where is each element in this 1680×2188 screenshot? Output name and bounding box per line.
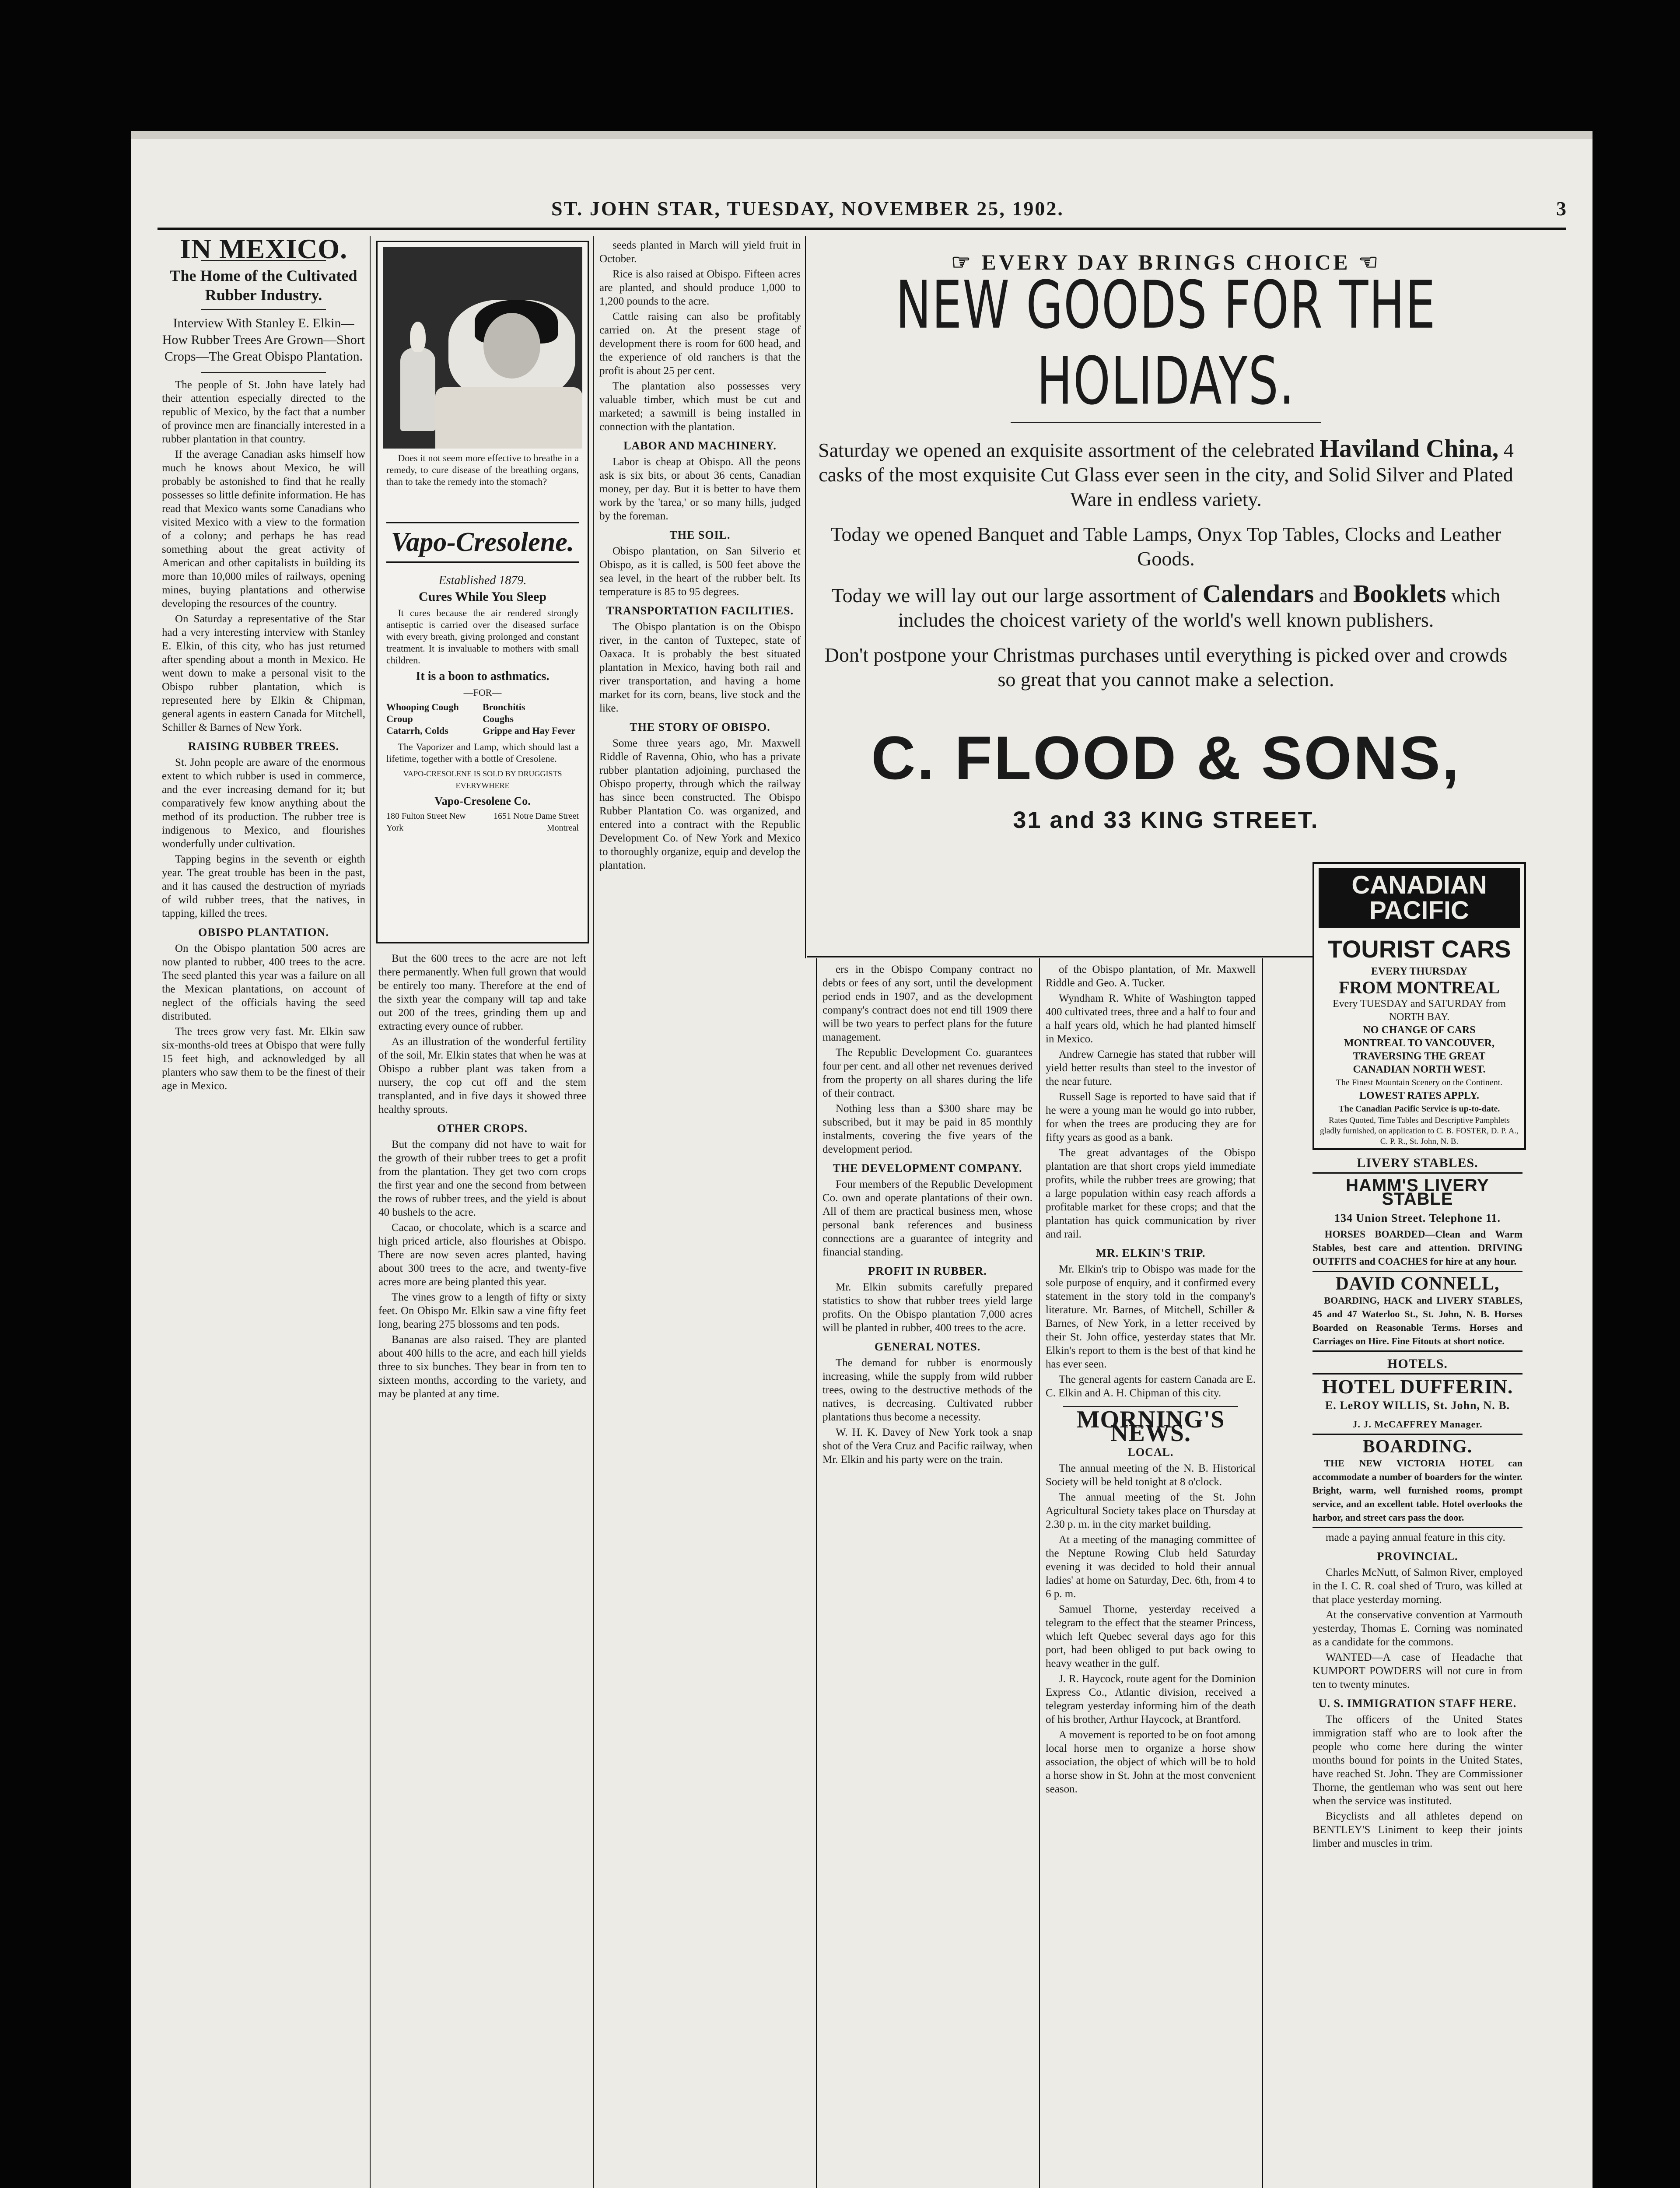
section-heading: THE SOIL. (669, 529, 731, 541)
ad-line: EVERY THURSDAY (1371, 966, 1468, 977)
paragraph: A movement is reported to be on foot among local horse men to organize a horse show association, the object of which will be to hold a horse show in St. John at the most convenient season. (1046, 1729, 1256, 1795)
section-heading: RAISING RUBBER TREES. (188, 740, 339, 753)
advertiser-name: C. FLOOD & SONS, (871, 723, 1461, 792)
hamm-livery-address: 134 Union Street. Telephone 11. (1334, 1212, 1501, 1224)
local-heading: LOCAL. (1127, 1446, 1174, 1459)
paragraph: The trees grow very fast. Mr. Elkin saw six-months-old trees at Obispo that were fully 15 feet high, and acknowledged by all planters who saw them to be the finest of their age in Mexico. (162, 1026, 365, 1092)
ad-paragraph: Don't postpone your Christmas purchases until everything is picked over and crowds so great that you cannot make a selection. (824, 644, 1508, 691)
ad-line: CANADIAN NORTH WEST. (1353, 1064, 1486, 1075)
ad-line: NO CHANGE OF CARS (1363, 1024, 1476, 1036)
ad-paragraph: Today we opened Banquet and Table Lamps, Onyx Top Tables, Clocks and Leather Goods. (830, 523, 1502, 570)
bentley-notice: Bicyclists and all athletes depend on BENTLEY'S Liniment to keep their joints limber and muscles in trim. (1312, 1810, 1522, 1849)
paragraph: Four members of the Republic Development Co. own and operate plantations of their own. All of them are practical business men, whose personal bank references and business connections are a guarantee of integrity and financial standing. (822, 1178, 1032, 1258)
ailment: Catarrh, Colds (386, 725, 448, 736)
paragraph: W. H. K. Davey of New York took a snap shot of the Vera Cruz and Pacific railway, when Mr. Elkin and his party were on the train. (822, 1427, 1032, 1466)
divider (1312, 1434, 1522, 1435)
classified-notices (1312, 1151, 1522, 2188)
ad-line: TRAVERSING THE GREAT (1353, 1051, 1486, 1062)
paragraph: The vines grow to a length of fifty or sixty feet. On Obispo Mr. Elkin saw a vine fifty feet long, bearing 275 blossoms and ten pods. (378, 1291, 586, 1330)
section-heading: OBISPO PLANTATION. (198, 926, 329, 939)
text: which includes the choicest variety of the world's well known publishers. (898, 584, 1501, 631)
ad-paragraph: The Vaporizer and Lamp, which should last a lifetime, together with a bottle of Cresolene. (386, 741, 579, 764)
vapo-cresolene-logo: Vapo-Cresolene. (386, 522, 579, 563)
paragraph: Wyndham R. White of Washington tapped 400 cultivated trees, three and a half to four and a half years old, which he had planted himself in Mexico. (1046, 992, 1256, 1045)
ad-line: Rates Quoted, Time Tables and Descriptive Pamphlets gladly furnished, on application to C. B. FOSTER, D. P. A., C. P. R., St. John, N. B. (1320, 1116, 1519, 1146)
divider (201, 309, 326, 310)
paragraph: Labor is cheap at Obispo. All the peons ask is six bits, or about 36 cents, Canadian money, per day. But it is better to have them work by the 'tarea,' or so many hills, judged by the foreman. (599, 456, 801, 522)
paragraph: On Saturday a representative of the Star had a very interesting interview with Stanley E. Elkin, of this city, who has just returned after spending about a month in Mexico. He went down to make a personal visit to the Obispo rubber plantation, which is represented here by Elkin & Chipman, general agents in eastern Canada for Mitchell, Schiller & Barnes of New York. (162, 613, 365, 733)
vapo-cresolene-ad (376, 241, 589, 943)
provincial-heading: PROVINCIAL. (1377, 1550, 1458, 1563)
hamm-livery-text: HORSES BOARDED—Clean and Warm Stables, best care and attention. DRIVING OUTFITS and COACHES for hire at any hour. (1312, 1229, 1522, 1267)
divider (1312, 1373, 1522, 1375)
ad-copy (386, 452, 579, 518)
paragraph: J. R. Haycock, route agent for the Dominion Express Co., Atlantic division, received a telegram yesterday informing him of the death of his brother, Arthur Haycock, at Brantford. (1046, 1673, 1256, 1725)
logo-line: PACIFIC (1369, 896, 1469, 925)
paragraph: Charles McNutt, of Salmon River, employed in the I. C. R. coal shed of Truro, was killed at that place yesterday morning. (1312, 1567, 1522, 1606)
ailment: Grippe and Hay Fever (483, 725, 576, 736)
ad-body (809, 436, 1522, 692)
paragraph: The officers of the United States immigration staff who are to look after the people who come here during the winter months bound for points in the United States, have reached St. John. They are Commissioner Thorne, the gentleman who was sent out here when the service was instituted. (1312, 1714, 1522, 1807)
pointing-hand-icon: ☜ (1358, 250, 1381, 274)
advertiser-address: 31 and 33 KING STREET. (1013, 807, 1319, 833)
tagline: Cures While You Sleep (419, 589, 546, 604)
hotel-dufferin-proprietor: E. LeROY WILLIS, St. John, N. B. (1325, 1399, 1510, 1412)
paragraph: As an illustration of the wonderful fertility of the soil, Mr. Elkin states that when he was at Obispo a rubber plant was taken from a nursery, the cop cut off and the stem transplanted, and in five days it showed three healthy sprouts. (378, 1036, 586, 1115)
connell-livery-name: DAVID CONNELL, (1335, 1274, 1500, 1294)
section-heading: MR. ELKIN'S TRIP. (1096, 1247, 1206, 1259)
boon-line: It is a boon to asthmatics. (416, 670, 550, 683)
paragraph: Rice is also raised at Obispo. Fifteen acres are planted, and should produce 1,000 to 1,200 pounds to the acre. (599, 268, 801, 307)
boarding-heading: BOARDING. (1362, 1437, 1473, 1457)
emphasis: Booklets (1353, 579, 1446, 608)
paragraph: seeds planted in March will yield fruit in October. (599, 239, 801, 265)
ad-line: MONTREAL TO VANCOUVER, (1344, 1038, 1495, 1049)
paragraph: On the Obispo plantation 500 acres are now planted to rubber, 400 trees to the acre. The seed planted this year was a failure on all the Mexican plantations, on account of neglect of the officials having the seed distributed. (162, 943, 365, 1022)
section-heading: TRANSPORTATION FACILITIES. (606, 604, 794, 617)
morning-news-heading: MORNING'S NEWS. (1076, 1406, 1225, 1447)
boarding-text: THE NEW VICTORIA HOTEL can accommodate a number of boarders for the winter. Bright, warm, well furnished rooms, prompt service, and an excellent table. Hotel overlooks the harbor, and street cars pass the door. (1312, 1458, 1522, 1523)
ad-paragraph (818, 579, 1514, 632)
ailment: Coughs (483, 713, 514, 724)
ad-line: The Canadian Pacific Service is up-to-date. (1338, 1104, 1500, 1114)
paragraph: At a meeting of the managing committee of the Neptune Rowing Club held Saturday evening it was decided to hold their annual ladies' at home on Saturday, Dec. 6th, from 4 to 6 p. m. (1046, 1534, 1256, 1600)
flood-and-sons-ad (809, 241, 1522, 958)
paragraph: St. John people are aware of the enormous extent to which rubber is used in commerce, and the ever increasing demand for it; but comparatively few know anything about the method of its production. The rubber tree is indigenous to Mexico, and flourishes wonderfully under cultivation. (162, 757, 365, 850)
paragraph: The annual meeting of the St. John Agricultural Society takes place on Thursday at 2.30 p. m. in the city market building. (1046, 1491, 1256, 1530)
ad-kicker-text: EVERY DAY BRINGS CHOICE (981, 250, 1351, 274)
paragraph: Tapping begins in the seventh or eighth year. The great trouble has been in the past, and it has caused the destruction of myriads of wild rubber trees, that the natives, in tapping, killed the trees. (162, 853, 365, 919)
paragraph: But the company did not have to wait for the growth of their rubber trees to get a profit from the plantation. They get two corn crops the first year and one the second from between the rows of rubber trees, and the yield is about 40 bushels to the acre. (378, 1139, 586, 1218)
section-heading: THE STORY OF OBISPO. (630, 721, 770, 733)
paragraph: The plantation also possesses very valuable timber, which must be cut and marketed; a sawmill is being installed in connection with the plantation. (599, 380, 801, 433)
hamm-livery-name: HAMM'S LIVERY STABLE (1346, 1176, 1489, 1209)
masthead-rule (158, 228, 1566, 230)
paragraph: Obispo plantation, on San Silverio et Obispo, as it is called, is 500 feet above the sea level, in the heart of the rubber belt. Its temperature is 85 to 95 degrees. (599, 545, 801, 598)
column-rule (816, 958, 817, 2188)
paragraph: The great advantages of the Obispo plantation are that short crops yield immediate profits, while the rubber trees are growing; that a large population within easy reach affords a profitable market for these crops; and that the plantation has quick communication by river and rail. (1046, 1147, 1256, 1240)
paragraph: of the Obispo plantation, of Mr. Maxwell Riddle and Geo. A. Tucker. (1046, 964, 1256, 989)
paragraph: Russell Sage is reported to have said that if he were a young man he would go into rubber, for when the trees are producing they are for fifty years as good as a bank. (1046, 1091, 1256, 1143)
company-addresses (386, 810, 579, 834)
column-rule (1262, 958, 1263, 2188)
article-continued-col4 (822, 963, 1032, 2188)
ad-paragraph: Does it not seem more effective to breathe in a remedy, to cure disease of the breathing organs, than to take the remedy into the stomach? (386, 452, 579, 487)
paragraph: Bananas are also raised. They are planted about 400 hills to the acre, and each hill yields three to six bunches. They bear in from ten to sixteen months, according to the variety, and may be planted at any time. (378, 1334, 586, 1400)
ad-headline: NEW GOODS FOR THE HOLIDAYS. (896, 267, 1436, 420)
paragraph: The general agents for eastern Canada are E. C. Elkin and A. H. Chipman of this city. (1046, 1374, 1256, 1399)
hotel-dufferin-name: HOTEL DUFFERIN. (1322, 1375, 1513, 1398)
ad-line: Every TUESDAY and SATURDAY from NORTH BAY. (1333, 998, 1506, 1023)
article-in-mexico (162, 238, 365, 2188)
for-label: —FOR— (463, 687, 502, 698)
paragraph: The annual meeting of the N. B. Historical Society will be held tonight at 8 o'clock. (1046, 1462, 1256, 1488)
logo-line: CANADIAN (1351, 871, 1487, 899)
pointing-hand-icon: ☞ (951, 250, 973, 274)
article-subheadline: The Home of the Cultivated Rubber Industry. (170, 267, 357, 304)
paragraph: Some three years ago, Mr. Maxwell Riddle of Ravenna, Ohio, who has a private rubber plantation adjoining, purchased the Obispo property, through which the railway has since been constructed. The Obispo Rubber Plantation Co. was organized, and entered into a contract with the Republic Development Co. of New York and Mexico to thoroughly organize, equip and develop the plantation. (599, 737, 801, 871)
vaporizer-lamp-icon (400, 348, 435, 431)
canadian-pacific-ad (1312, 862, 1526, 1150)
section-heading: LABOR AND MACHINERY. (623, 439, 777, 452)
ad-details (386, 575, 579, 938)
section-heading: PROFIT IN RUBBER. (868, 1265, 987, 1277)
article-deck: Interview With Stanley E. Elkin—How Rubber Trees Are Grown—Short Crops—The Great Obispo Plantation. (162, 316, 365, 364)
divider (1312, 1527, 1522, 1528)
immigration-heading: U. S. IMMIGRATION STAFF HERE. (1318, 1697, 1517, 1710)
divider (1312, 1350, 1522, 1352)
emphasis: Haviland China, (1319, 434, 1499, 463)
paragraph: The demand for rubber is enormously increasing, while the supply from wild rubber trees, owing to the destructive methods of the natives, is decreasing. Cultivated rubber plantations thus become a necessity. (822, 1357, 1032, 1423)
article-continued-col3 (599, 238, 801, 2188)
address-montreal: 1651 Notre Dame Street Montreal (494, 811, 579, 833)
paragraph: Andrew Carnegie has stated that rubber will yield better results than steel to the investor of the near future. (1046, 1048, 1256, 1087)
divider (1011, 422, 1321, 423)
hotel-dufferin-manager: J. J. McCAFFREY Manager. (1352, 1419, 1483, 1430)
paragraph: If the average Canadian asks himself how much he knows about Mexico, he will probably be astonished to find that he really possesses so little definite information. He has read that Mexico wants some Canadians who visited Mexico with a view to the formation of a colony; and perhaps he has read something about the great activity of American and other capitalists in building its more than 10,000 miles of railways, opening mines, buying plantations and otherwise developing the resources of the country. (162, 449, 365, 610)
paragraph: The people of St. John have lately had their attention especially directed to the republic of Mexico, by the fact that a number of province men are financially interested in a rubber plantation in that country. (162, 379, 365, 445)
article-headline: IN MEXICO. (179, 238, 348, 264)
paragraph: Nothing less than a $300 share may be subscribed, but it may be paid in 85 monthly instalments, covering the five years of the development period. (822, 1103, 1032, 1155)
paragraph: Cacao, or chocolate, which is a scarce and high priced article, also flourishes at Obispo. There are now seven acres planted, having about 300 trees to the acre, and twenty-five acres more are being planted this year. (378, 1222, 586, 1288)
masthead-title: ST. JOHN STAR, TUESDAY, NOVEMBER 25, 1902. (551, 197, 1064, 220)
paragraph: made a paying annual feature in this city. (1326, 1532, 1505, 1543)
column-rule (1039, 958, 1040, 2188)
connell-livery-text: BOARDING, HACK and LIVERY STABLES, 45 and 47 Waterloo St., St. John, N. B. Horses Boarded on Reasonable Terms. Horses and Carriages on Hire. Fine Fitouts at short notice. (1312, 1295, 1522, 1346)
text: and (1319, 584, 1348, 607)
column-rule (593, 236, 594, 2188)
paragraph: The Republic Development Co. guarantees four per cent. and all other net revenues derived from the property on all shares during the life of their contract. (822, 1047, 1032, 1099)
text: 4 casks of the most exquisite Cut Glass ever seen in the city, and Solid Silver and Plated Ware in endless variety. (819, 439, 1514, 510)
paragraph: At the conservative convention at Yarmouth yesterday, Thomas E. Corning was nominated as a candidate for the commons. (1312, 1609, 1522, 1648)
livery-stables-heading: LIVERY STABLES. (1357, 1156, 1478, 1170)
hotels-heading: HOTELS. (1387, 1357, 1448, 1371)
paragraph: ers in the Obispo Company contract no debts or fees of any sort, until the development period ends in 1907, and as the development company's contract does not end till 1909 there will be two years to perfect plans for the future management. (822, 964, 1032, 1043)
address-new-york: 180 Fulton Street New York (386, 811, 466, 833)
sold-line: VAPO-CRESOLENE IS SOLD BY DRUGGISTS EVERYWHERE (403, 769, 562, 790)
ad-line: LOWEST RATES APPLY. (1359, 1090, 1480, 1101)
article-continued-col2 (378, 952, 586, 2188)
canadian-pacific-logo (1319, 868, 1520, 928)
newspaper-page (131, 131, 1592, 2188)
column-rule (370, 236, 371, 2188)
paragraph: The Obispo plantation is on the Obispo river, in the canton of Tuxtepec, state of Oaxaca. It is probably the best situated plantation in Mexico, having both rail and river transportation, and having a home market for its corn, beans, live stock and the like. (599, 621, 801, 714)
ad-line: FROM MONTREAL (1339, 978, 1500, 997)
established-line: Established 1879. (438, 575, 527, 587)
paragraph: But the 600 trees to the acre are not left there permanently. When full grown that would be entirely too many. Therefore at the end of the sixth year the company will tap and take out 200 of the trees, grinding them up and extracting every ounce of rubber. (378, 953, 586, 1032)
paragraph: Cattle raising can also be profitably carried on. At the present stage of development there is room for 600 head, and the experience of old ranchers is that the profit is about 25 per cent. (599, 311, 801, 377)
section-heading: OTHER CROPS. (437, 1122, 528, 1135)
paragraph: Mr. Elkin's trip to Obispo was made for the sole purpose of enquiry, and it confirmed every statement in the story told in the company's literature. Mr. Barnes, of Mitchell, Schiller & Barnes, of New York, in a letter received by their St. John office, yesterday states that Mr. Elkin's report to them is the best of that kind he has ever seen. (1046, 1263, 1256, 1370)
divider (1312, 1271, 1522, 1272)
ailment: Whooping Cough (386, 701, 459, 712)
ailment: Croup (386, 713, 413, 724)
ailments-list (386, 701, 579, 736)
section-heading: GENERAL NOTES. (874, 1340, 981, 1353)
paragraph: Samuel Thorne, yesterday received a telegram to the effect that the steamer Princess, which left Quebec several days ago for this port, had been obliged to put back owing to heavy weather in the gulf. (1046, 1603, 1256, 1669)
ad-paragraph: It cures because the air rendered strongly antiseptic is carried over the diseased surface with every breath, giving prolonged and constant treatment. It is invaluable to mothers with small children. (386, 607, 579, 666)
ailment: Bronchitis (483, 701, 525, 712)
page-edge-shadow (131, 131, 1592, 139)
column-rule (805, 236, 806, 958)
article-continued-col5 (1046, 963, 1256, 2188)
sleeping-child-illustration (383, 247, 582, 449)
text: Saturday we opened an exquisite assortment of the celebrated (818, 439, 1315, 461)
ad-paragraph (818, 436, 1514, 512)
ad-line: The Finest Mountain Scenery on the Continent. (1336, 1078, 1503, 1087)
text: Today we will lay out our large assortment of (831, 584, 1198, 607)
page-number: 3 (1556, 197, 1566, 220)
company-name: Vapo-Cresolene Co. (434, 795, 531, 807)
divider (1312, 1172, 1522, 1174)
kumport-notice: WANTED—A case of Headache that KUMPORT POWDERS will not cure in from ten to twenty minutes. (1312, 1652, 1522, 1690)
masthead (158, 197, 1566, 223)
emphasis: Calendars (1202, 579, 1314, 608)
paragraph: Mr. Elkin submits carefully prepared statistics to show that rubber trees yield large profits. On the Obispo plantation 7,000 acres will be planted in rubber, 400 trees to the acre. (822, 1281, 1032, 1334)
section-heading: THE DEVELOPMENT COMPANY. (833, 1162, 1022, 1175)
divider (201, 372, 326, 373)
tourist-cars-heading: TOURIST CARS (1327, 935, 1511, 963)
